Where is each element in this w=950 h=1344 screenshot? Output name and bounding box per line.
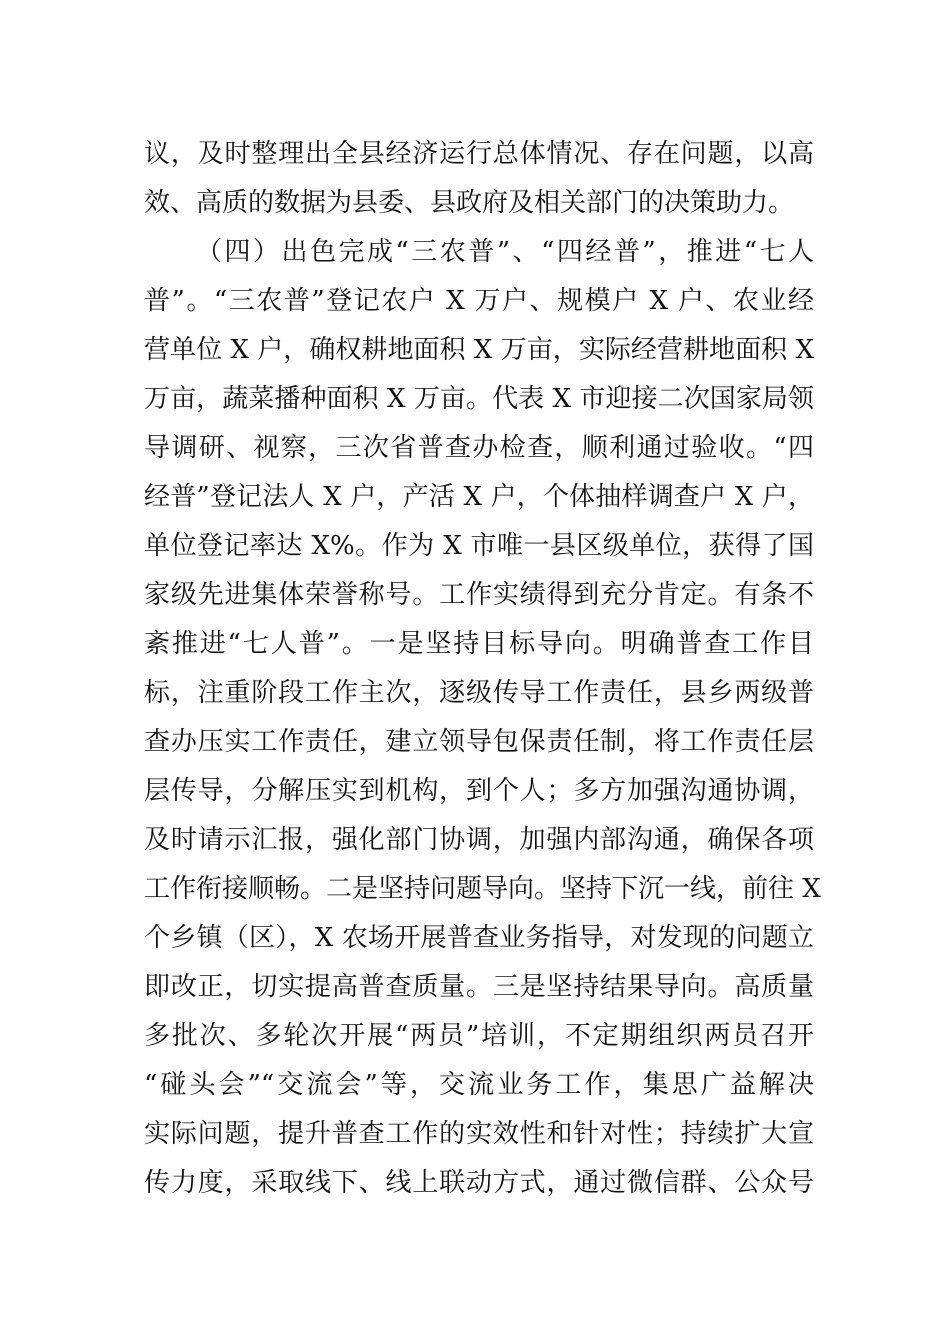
- text-line: 传力度，采取线下、线上联动方式，通过微信群、公众号: [144, 1168, 814, 1198]
- text-line: 紊推进“七人普”。一是坚持目标导向。明确普查工作目: [144, 629, 814, 659]
- text-line: 议，及时整理出全县经济运行总体情况、存在问题，以高: [144, 139, 814, 169]
- text-line: 普”。“三农普”登记农户 X 万户、规模户 X 户、农业经: [144, 286, 814, 316]
- text-line: 及时请示汇报，强化部门协调，加强内部沟通，确保各项: [144, 825, 814, 855]
- text-line: 标，注重阶段工作主次，逐级传导工作责任，县乡两级普: [144, 678, 814, 708]
- text-line: “碰头会”“交流会”等，交流业务工作，集思广益解决: [144, 1070, 814, 1100]
- text-line: 家级先进集体荣誉称号。工作实绩得到充分肯定。有条不: [144, 580, 814, 610]
- body-text: [144, 130, 821, 1208]
- text-line: 导调研、视察，三次省普查办检查，顺利通过验收。“四: [144, 433, 814, 463]
- text-line: 效、高质的数据为县委、县政府及相关部门的决策助力。: [144, 188, 795, 218]
- text-line: 营单位 X 户，确权耕地面积 X 万亩，实际经营耕地面积 X: [144, 335, 814, 365]
- text-line: 多批次、多轮次开展“两员”培训，不定期组织两员召开: [144, 1021, 814, 1051]
- section-heading-line: （四）出色完成“三农普”、“四经普”，推进“七人: [196, 237, 814, 267]
- text-line: 实际问题，提升普查工作的实效性和针对性；持续扩大宣: [144, 1119, 814, 1149]
- text-line: 经普”登记法人 X 户，产活 X 户，个体抽样调查户 X 户，: [144, 482, 814, 512]
- text-line: 工作衔接顺畅。二是坚持问题导向。坚持下沉一线，前往 X: [144, 874, 821, 904]
- text-line: 万亩，蔬菜播种面积 X 万亩。代表 X 市迎接二次国家局领: [144, 384, 814, 414]
- text-line: 单位登记率达 X%。作为 X 市唯一县区级单位，获得了国: [144, 531, 814, 561]
- text-line: 个乡镇（区），X 农场开展普查业务指导，对发现的问题立: [144, 923, 814, 953]
- text-line: 即改正，切实提高普查质量。三是坚持结果导向。高质量: [144, 972, 814, 1002]
- text-line: 层传导，分解压实到机构，到个人；多方加强沟通协调，: [144, 776, 814, 806]
- text-line: 查办压实工作责任，建立领导包保责任制，将工作责任层: [144, 727, 814, 757]
